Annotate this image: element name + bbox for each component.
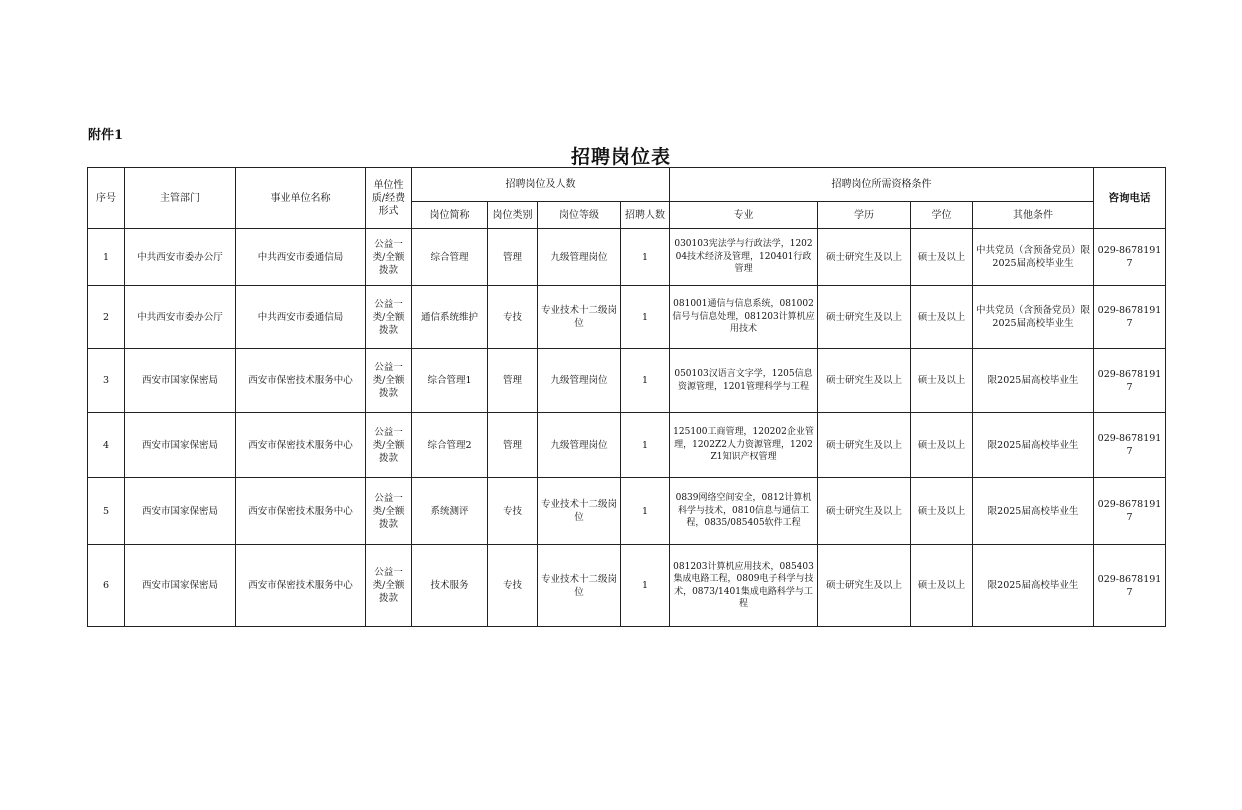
cell-count: 1 — [621, 286, 670, 349]
cell-seq: 2 — [88, 286, 125, 349]
cell-degree: 硕士及以上 — [911, 229, 973, 286]
cell-dept: 西安市国家保密局 — [125, 545, 236, 627]
cell-pos-type: 管理 — [488, 229, 538, 286]
cell-phone: 029-86781917 — [1094, 286, 1166, 349]
table-row — [88, 413, 1166, 478]
header-count: 招聘人数 — [621, 202, 670, 229]
cell-education: 硕士研究生及以上 — [818, 229, 911, 286]
cell-dept: 西安市国家保密局 — [125, 478, 236, 545]
cell-other: 限2025届高校毕业生 — [973, 413, 1094, 478]
cell-nature: 公益一类/全额拨款 — [366, 413, 412, 478]
table-row — [88, 545, 1166, 627]
table-row — [88, 349, 1166, 413]
cell-dept: 中共西安市委办公厅 — [125, 229, 236, 286]
cell-unit: 中共西安市委通信局 — [236, 229, 366, 286]
cell-other: 限2025届高校毕业生 — [973, 545, 1094, 627]
cell-pos-level: 专业技术十二级岗位 — [538, 545, 621, 627]
cell-pos-name: 综合管理2 — [412, 413, 488, 478]
header-dept: 主管部门 — [125, 168, 236, 229]
cell-pos-type: 专技 — [488, 545, 538, 627]
cell-education: 硕士研究生及以上 — [818, 413, 911, 478]
cell-phone: 029-86781917 — [1094, 229, 1166, 286]
header-other: 其他条件 — [973, 202, 1094, 229]
cell-other: 中共党员（含预备党员）限2025届高校毕业生 — [973, 229, 1094, 286]
cell-major: 081203计算机应用技术，085403集成电路工程，0809电子科学与技术，0873/1401集成电路科学与工程 — [670, 545, 818, 627]
cell-pos-name: 综合管理1 — [412, 349, 488, 413]
cell-count: 1 — [621, 229, 670, 286]
cell-pos-type: 专技 — [488, 286, 538, 349]
cell-pos-type: 专技 — [488, 478, 538, 545]
recruitment-table — [87, 167, 1166, 627]
header-nature: 单位性质/经费形式 — [366, 168, 412, 229]
cell-dept: 西安市国家保密局 — [125, 413, 236, 478]
cell-phone: 029-86781917 — [1094, 478, 1166, 545]
attachment-label: 附件1 — [88, 128, 124, 143]
cell-nature: 公益一类/全额拨款 — [366, 349, 412, 413]
cell-seq: 1 — [88, 229, 125, 286]
cell-pos-name: 综合管理 — [412, 229, 488, 286]
cell-nature: 公益一类/全额拨款 — [366, 478, 412, 545]
cell-degree: 硕士及以上 — [911, 286, 973, 349]
cell-seq: 6 — [88, 545, 125, 627]
cell-unit: 西安市保密技术服务中心 — [236, 478, 366, 545]
cell-other: 限2025届高校毕业生 — [973, 478, 1094, 545]
cell-major: 030103宪法学与行政法学，120204技术经济及管理，120401行政管理 — [670, 229, 818, 286]
table-row — [88, 478, 1166, 545]
cell-count: 1 — [621, 413, 670, 478]
cell-unit: 西安市保密技术服务中心 — [236, 545, 366, 627]
cell-pos-name: 通信系统维护 — [412, 286, 488, 349]
header-pos-level: 岗位等级 — [538, 202, 621, 229]
cell-pos-level: 九级管理岗位 — [538, 229, 621, 286]
cell-phone: 029-86781917 — [1094, 545, 1166, 627]
header-degree: 学位 — [911, 202, 973, 229]
cell-pos-name: 技术服务 — [412, 545, 488, 627]
cell-unit: 西安市保密技术服务中心 — [236, 413, 366, 478]
cell-nature: 公益一类/全额拨款 — [366, 545, 412, 627]
cell-count: 1 — [621, 478, 670, 545]
cell-unit: 西安市保密技术服务中心 — [236, 349, 366, 413]
header-row-top — [88, 168, 1166, 202]
cell-pos-name: 系统测评 — [412, 478, 488, 545]
cell-phone: 029-86781917 — [1094, 413, 1166, 478]
cell-education: 硕士研究生及以上 — [818, 286, 911, 349]
document-title: 招聘岗位表 — [570, 146, 671, 168]
cell-education: 硕士研究生及以上 — [818, 478, 911, 545]
cell-seq: 4 — [88, 413, 125, 478]
cell-degree: 硕士及以上 — [911, 478, 973, 545]
cell-pos-type: 管理 — [488, 413, 538, 478]
cell-pos-type: 管理 — [488, 349, 538, 413]
header-major: 专业 — [670, 202, 818, 229]
header-seq: 序号 — [88, 168, 125, 229]
cell-major: 050103汉语言文字学，1205信息资源管理，1201管理科学与工程 — [670, 349, 818, 413]
header-group-position: 招聘岗位及人数 — [412, 168, 670, 202]
cell-seq: 3 — [88, 349, 125, 413]
cell-phone: 029-86781917 — [1094, 349, 1166, 413]
cell-education: 硕士研究生及以上 — [818, 545, 911, 627]
cell-degree: 硕士及以上 — [911, 545, 973, 627]
header-education: 学历 — [818, 202, 911, 229]
cell-nature: 公益一类/全额拨款 — [366, 229, 412, 286]
cell-degree: 硕士及以上 — [911, 349, 973, 413]
cell-nature: 公益一类/全额拨款 — [366, 286, 412, 349]
cell-other: 限2025届高校毕业生 — [973, 349, 1094, 413]
header-pos-name: 岗位简称 — [412, 202, 488, 229]
cell-major: 125100工商管理，120202企业管理，1202Z2人力资源管理，1202Z1知识产权管理 — [670, 413, 818, 478]
cell-unit: 中共西安市委通信局 — [236, 286, 366, 349]
cell-dept: 中共西安市委办公厅 — [125, 286, 236, 349]
cell-education: 硕士研究生及以上 — [818, 349, 911, 413]
cell-degree: 硕士及以上 — [911, 413, 973, 478]
cell-count: 1 — [621, 545, 670, 627]
cell-other: 中共党员（含预备党员）限2025届高校毕业生 — [973, 286, 1094, 349]
cell-pos-level: 九级管理岗位 — [538, 413, 621, 478]
cell-pos-level: 九级管理岗位 — [538, 349, 621, 413]
cell-seq: 5 — [88, 478, 125, 545]
header-phone: 咨询电话 — [1094, 168, 1166, 229]
cell-pos-level: 专业技术十二级岗位 — [538, 286, 621, 349]
table-row — [88, 229, 1166, 286]
header-pos-type: 岗位类别 — [488, 202, 538, 229]
cell-dept: 西安市国家保密局 — [125, 349, 236, 413]
cell-major: 081001通信与信息系统，081002信号与信息处理，081203计算机应用技术 — [670, 286, 818, 349]
cell-pos-level: 专业技术十二级岗位 — [538, 478, 621, 545]
cell-major: 0839网络空间安全，0812计算机科学与技术，0810信息与通信工程，0835/085405软件工程 — [670, 478, 818, 545]
header-group-qualification: 招聘岗位所需资格条件 — [670, 168, 1094, 202]
header-unit: 事业单位名称 — [236, 168, 366, 229]
cell-count: 1 — [621, 349, 670, 413]
table-row — [88, 286, 1166, 349]
